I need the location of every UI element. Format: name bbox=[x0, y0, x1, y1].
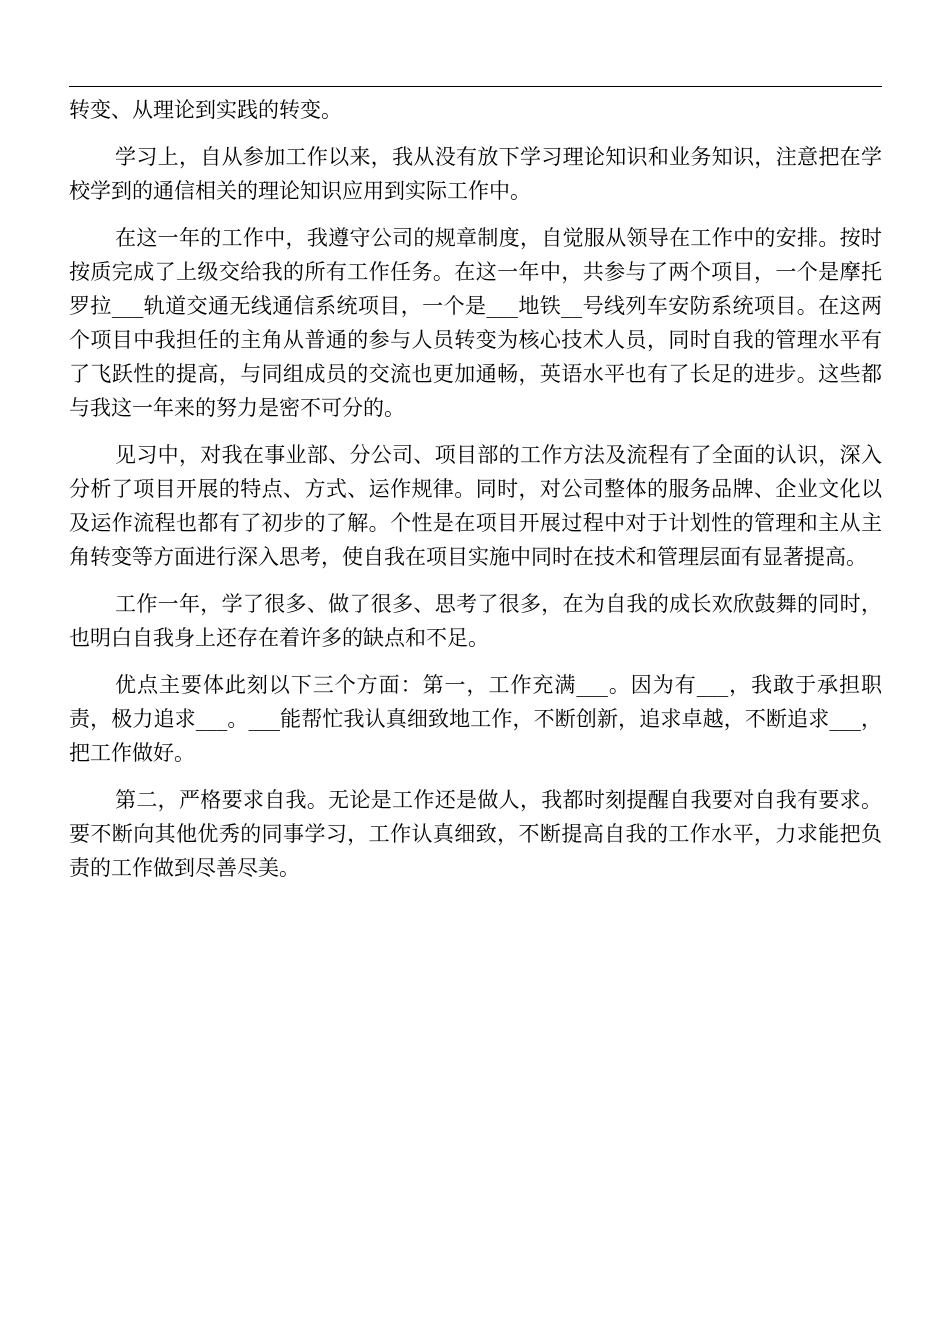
paragraph-reflection: 工作一年，学了很多、做了很多、思考了很多，在为自我的成长欢欣鼓舞的同时，也明白自我身上还存在着许多的缺点和不足。 bbox=[69, 592, 882, 650]
paragraph-strength-two: 第二，严格要求自我。无论是工作还是做人，我都时刻提醒自我要对自我有要求。要不断向其他优秀的同事学习，工作认真细致，不断提高自我的工作水平，力求能把负责的工作做到尽善尽美。 bbox=[69, 788, 882, 880]
paragraph-internship: 见习中，对我在事业部、分公司、项目部的工作方法及流程有了全面的认识，深入分析了项目开展的特点、方式、运作规律。同时，对公司整体的服务品牌、企业文化以及运作流程也都有了初步的了解。个性是在项目开展过程中对于计划性的管理和主从主角转变等方面进行深入思考，使自我在项目实施中同时在技术和管理层面有显著提高。 bbox=[69, 443, 882, 569]
header-rule bbox=[69, 86, 882, 87]
paragraph-work-year: 在这一年的工作中，我遵守公司的规章制度，自觉服从领导在工作中的安排。按时按质完成了上级交给我的所有工作任务。在这一年中，共参与了两个项目，一个是摩托罗拉___轨道交通无线通信系统项目，一个是___地铁__号线列车安防系统项目。在这两个项目中我担任的主角从普通的参与人员转变为核心技术人员，同时自我的管理水平有了飞跃性的提高，与同组成员的交流也更加通畅，英语水平也有了长足的进步。这些都与我这一年来的努力是密不可分的。 bbox=[69, 226, 882, 420]
paragraph-continued: 转变、从理论到实践的转变。 bbox=[69, 98, 342, 122]
paragraph-study: 学习上，自从参加工作以来，我从没有放下学习理论知识和业务知识，注意把在学校学到的通信相关的理论知识应用到实际工作中。 bbox=[69, 145, 882, 203]
paragraph-strength-one: 优点主要体此刻以下三个方面：第一，工作充满___。因为有___，我敢于承担职责，极力追求___。___能帮忙我认真细致地工作，不断创新，追求卓越，不断追求___，把工作做好。 bbox=[69, 673, 882, 765]
document-body bbox=[69, 93, 882, 898]
